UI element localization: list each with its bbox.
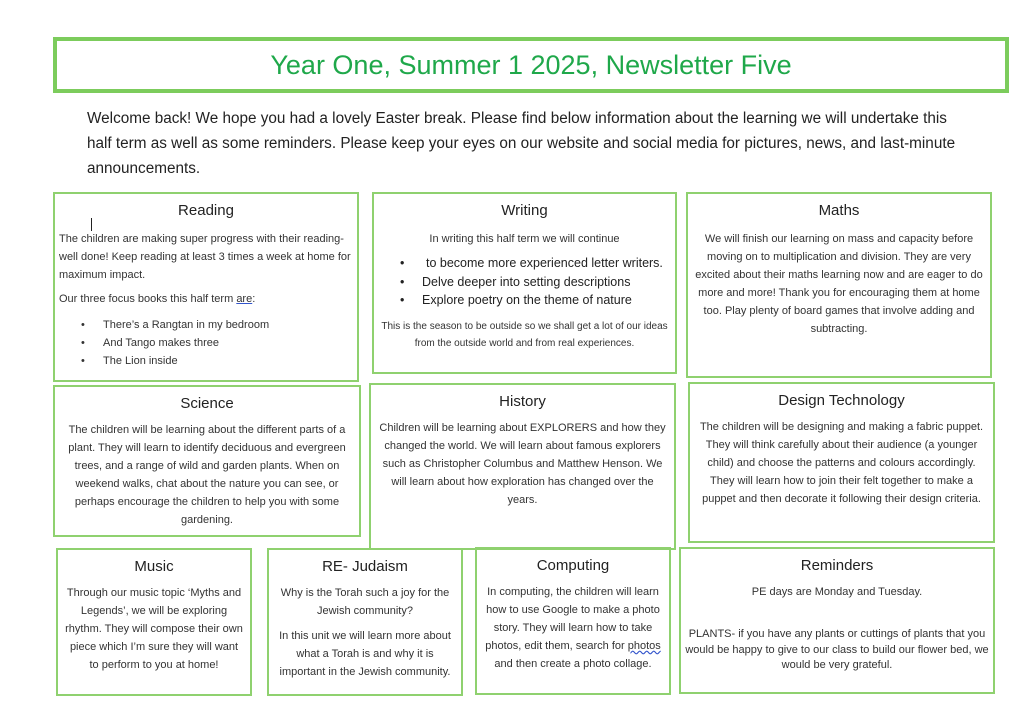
writing-heading: Writing — [501, 202, 548, 219]
writing-paragraph-1: In writing this half term we will continue — [429, 233, 620, 245]
intro-paragraph: Welcome back! We hope you had a lovely Easter break. Please find below information about the learning we will undertake this half term as well as some reminders. Please keep your eyes on our website and social media for pictures, news, and last-minute announcements. — [87, 110, 956, 177]
writing-bullet-list — [380, 254, 669, 310]
reading-book-list — [59, 316, 353, 370]
re-judaism-heading: RE- Judaism — [322, 558, 408, 575]
newsletter-title: Year One, Summer 1 2025, Newsletter Five — [270, 50, 792, 80]
list-item: • Explore poetry on the theme of nature — [422, 291, 669, 310]
list-item: • And Tango makes three — [103, 334, 353, 352]
writing-box — [372, 192, 677, 374]
design-technology-heading: Design Technology — [778, 392, 905, 409]
design-technology-box — [688, 382, 995, 543]
science-heading: Science — [180, 395, 234, 412]
reading-paragraph-2-word: are — [236, 293, 253, 305]
reading-paragraph-1: The children are making super progress with their reading- well done! Keep reading at least 3 times a week at home for maximum impact. — [59, 233, 351, 281]
music-heading: Music — [134, 558, 174, 575]
science-box — [53, 385, 361, 537]
list-item: • The Lion inside — [103, 352, 353, 370]
list-item: • There’s a Rangtan in my bedroom — [103, 316, 353, 334]
reading-paragraph-2-suffix: : — [252, 293, 256, 305]
list-item — [422, 254, 669, 273]
reading-paragraph-2-prefix: Our three focus books this half term — [59, 293, 237, 305]
writing-paragraph-2: This is the season to be outside so we shall get a lot of our ideas from the outside world and from real experiences. — [381, 320, 668, 349]
list-item: • Delve deeper into setting descriptions — [422, 273, 669, 292]
re-paragraph-1: Why is the Torah such a joy for the Jewish community? — [280, 587, 450, 617]
history-heading: History — [499, 393, 546, 410]
history-box — [369, 383, 676, 550]
design-technology-paragraph: The children will be designing and making a fabric puppet. They will think carefully about their audience (a younger child) and choose the patterns and colours accordingly. They will learn how to join their felt together to make a puppet and then decorate it following their design criteria. — [699, 421, 984, 505]
maths-paragraph: We will finish our learning on mass and capacity before moving on to multiplication and division. They are very excited about their maths learning now and are eager to do more and more! Thank you for encouraging them at home too. Play plenty of board games that involve adding and subtracting. — [695, 233, 983, 335]
computing-paragraph-word: photos — [627, 640, 661, 652]
computing-paragraph-prefix: In computing, the children will learn how to use Google to make a photo story. They will learn how to take photos, edit them, search for — [485, 586, 660, 652]
music-box — [56, 548, 252, 696]
computing-paragraph-suffix: and then create a photo collage. — [494, 658, 652, 670]
science-paragraph: The children will be learning about the different parts of a plant. They will learn to identify deciduous and evergreen trees, and a range of wild and garden plants. When on weekend walks, chat about the nature you can see, or perhaps encourage the children to help you with some gardening. — [68, 424, 346, 526]
computing-box — [475, 547, 671, 695]
reminders-heading: Reminders — [800, 557, 874, 574]
reading-box — [53, 192, 359, 382]
reminders-box — [679, 547, 995, 694]
text-cursor — [91, 218, 92, 231]
reading-paragraph-2 — [59, 290, 353, 308]
history-paragraph: Children will be learning about EXPLORERS and how they changed the world. We will learn about famous explorers such as Christopher Columbus and Matthew Henson. We will learn about how exploration has changed over the years. — [379, 422, 666, 506]
re-judaism-box — [267, 548, 463, 696]
music-paragraph: Through our music topic ‘Myths and Legends’, we will be exploring rhythm. They will compose their own piece which I’m sure they will want to perform to you at home! — [65, 587, 243, 671]
re-paragraph-2: In this unit we will learn more about what a Torah is and why it is important in the Jewish community. — [279, 630, 451, 678]
computing-paragraph — [481, 583, 665, 673]
reading-heading: Reading — [178, 202, 234, 219]
maths-box — [686, 192, 992, 378]
title-banner — [53, 37, 1009, 93]
computing-heading: Computing — [536, 557, 610, 574]
maths-heading: Maths — [818, 202, 860, 219]
reminders-paragraph-1: PE days are Monday and Tuesday. — [751, 586, 923, 598]
reminders-paragraph-2: PLANTS- if you have any plants or cuttings of plants that you would be happy to give to our class to build our flower bed, we would be very grateful. — [685, 628, 989, 671]
writing-bullet-1-text: to become more experienced letter writers. — [426, 256, 663, 270]
